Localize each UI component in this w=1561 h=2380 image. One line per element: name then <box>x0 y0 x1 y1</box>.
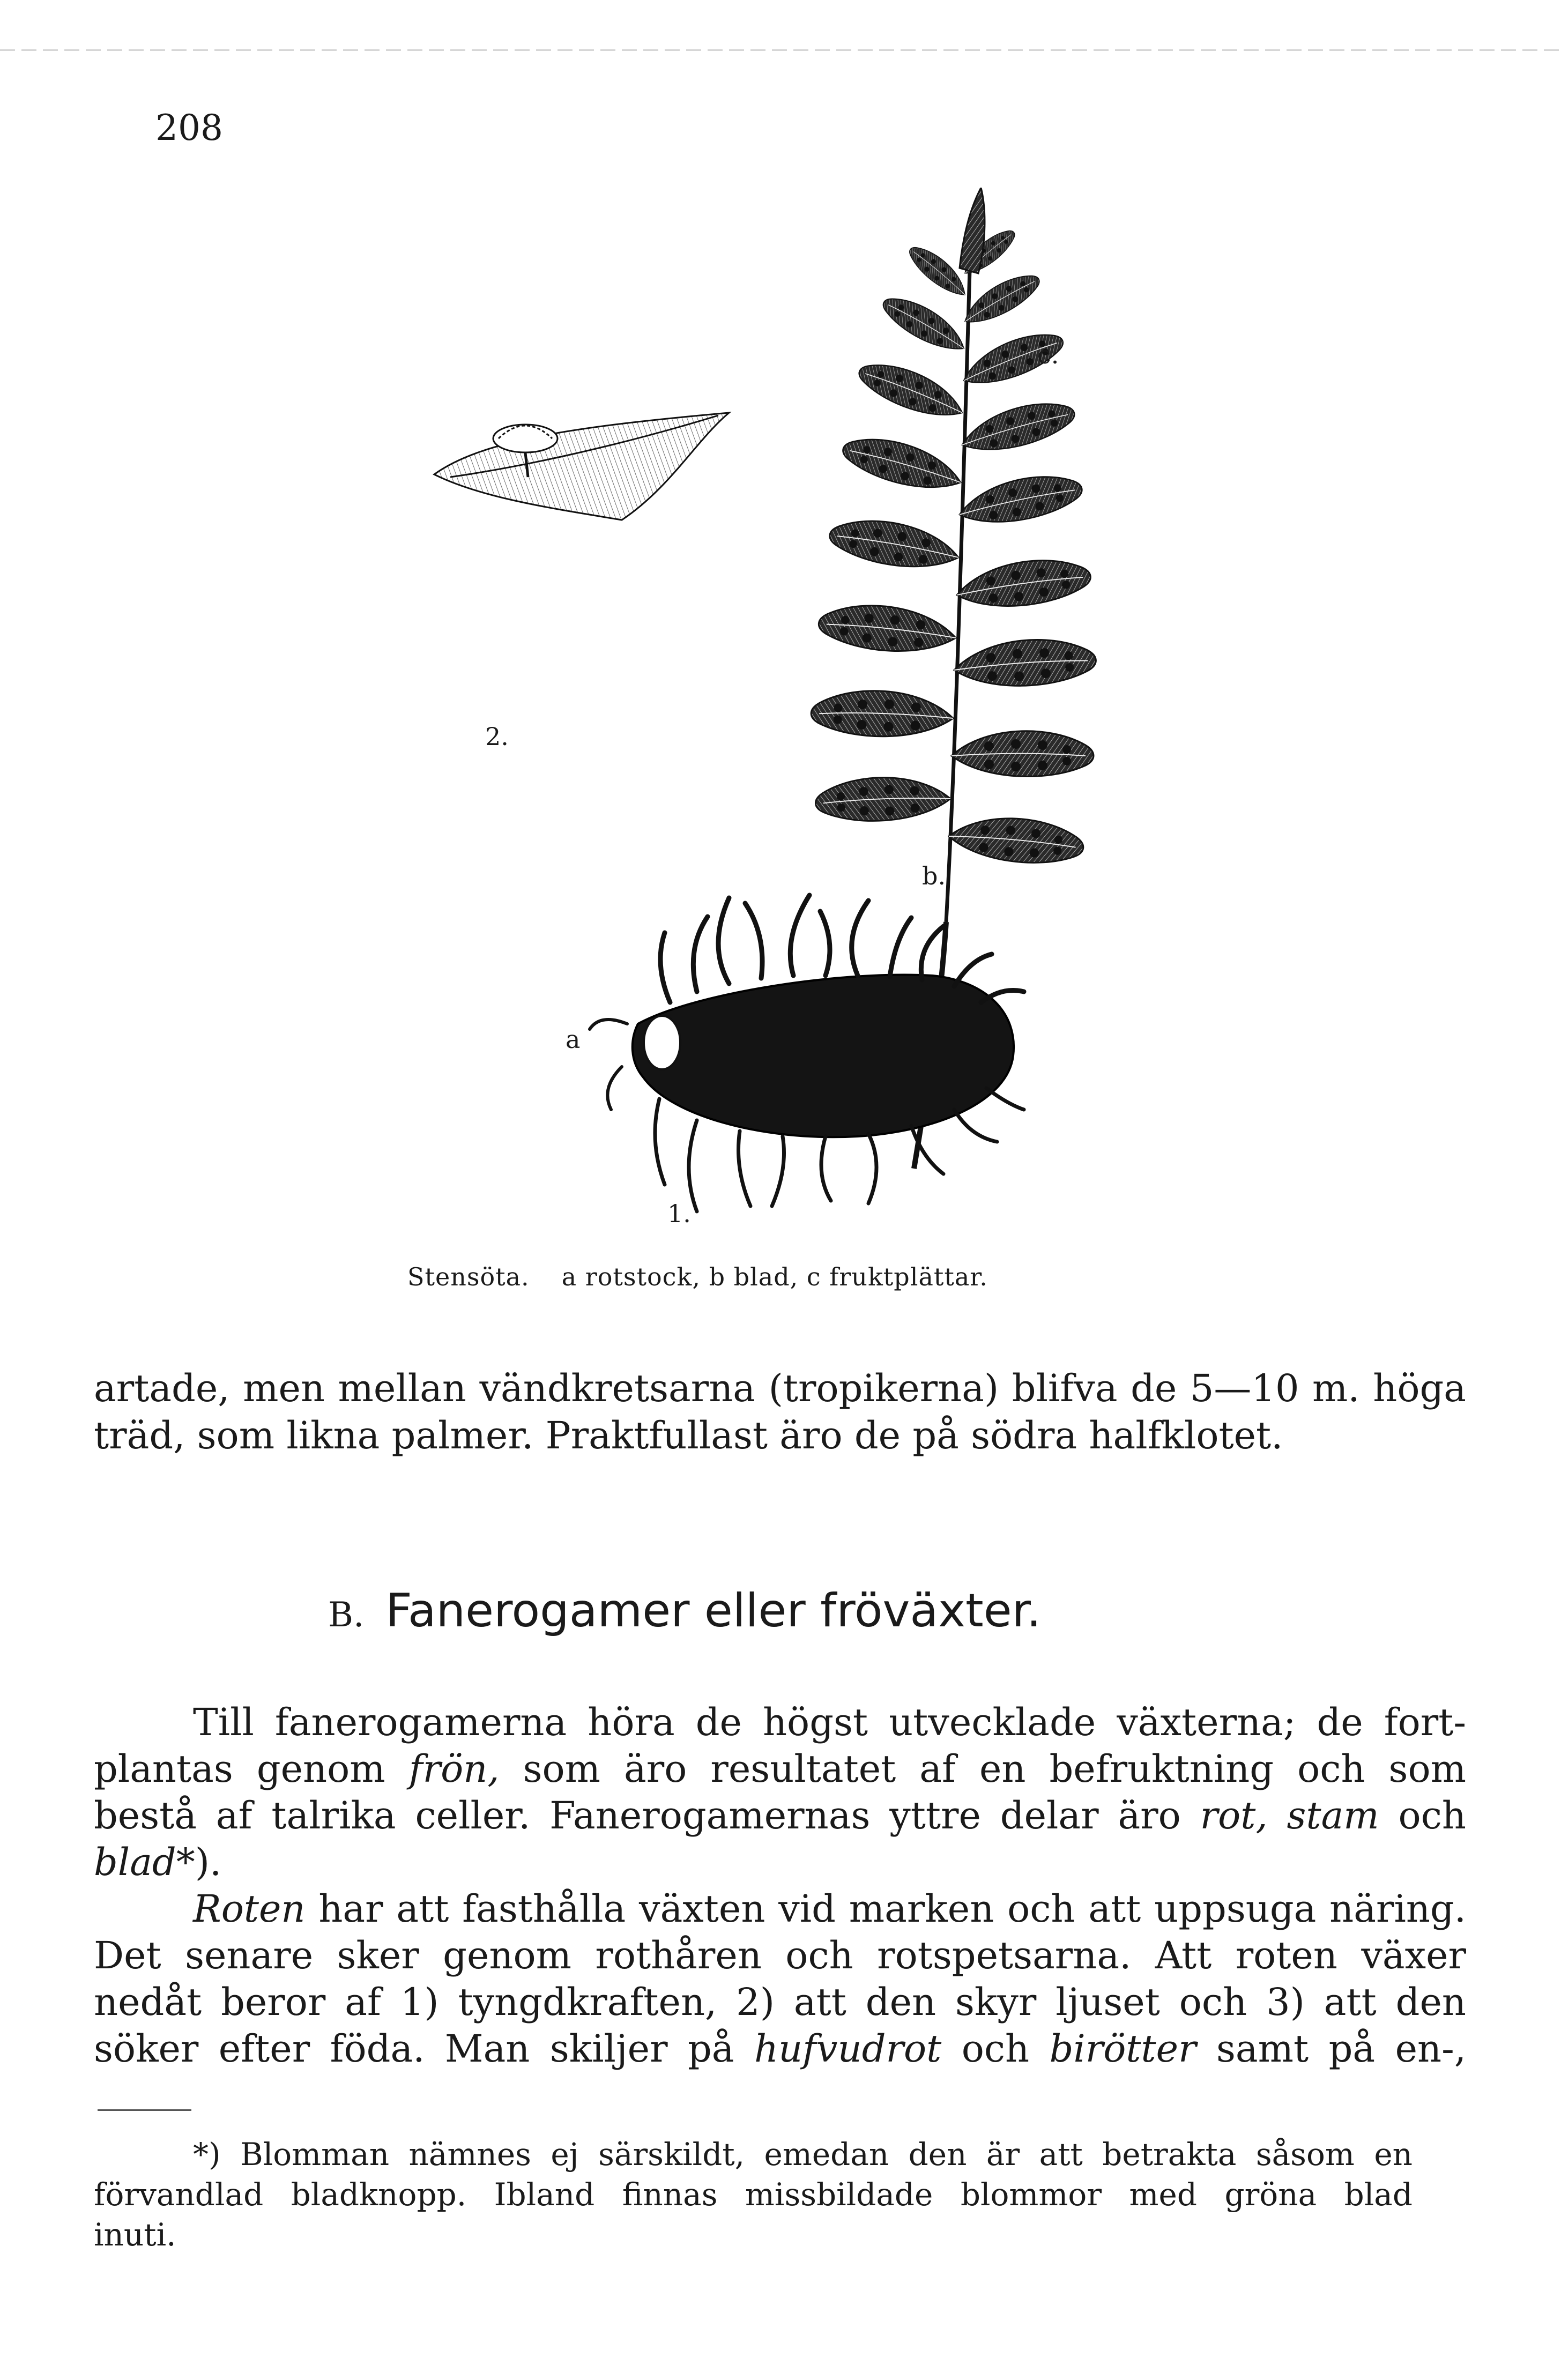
label-b: b. <box>922 861 946 890</box>
rhizome-with-roots <box>590 895 1024 1211</box>
footnote-rule <box>98 2109 191 2111</box>
section-heading <box>328 1584 1041 1638</box>
footnote-line: *) Blomman nämnes ej särskildt, emedan den är att betrakta såsom en <box>193 2136 1413 2173</box>
text-line: blad*). <box>94 1840 222 1884</box>
label-fig1: 1. <box>667 1199 691 1228</box>
italic-term: stam <box>1287 1794 1379 1838</box>
italic-term: rot, <box>1200 1794 1268 1838</box>
text-line: plantas genom frön, som äro resultatet af en befruktning och som <box>94 1747 1466 1791</box>
section-letter: B. <box>328 1595 365 1635</box>
section-title: Fanerogamer eller fröväxter. <box>385 1584 1042 1638</box>
top-edge-rule <box>0 49 1561 51</box>
text-line: bestå af talrika celler. Fanerogamernas yttre delar äro rot, stam och <box>94 1794 1466 1838</box>
footnote-line: förvandlad bladknopp. Ibland finnas missbildade blommor med gröna blad <box>94 2176 1413 2213</box>
fern-illustration <box>418 188 1142 1238</box>
text-line: söker efter föda. Man skiljer på hufvudrot och birötter samt på en-, <box>94 2027 1466 2071</box>
text-line: Roten har att fasthålla växten vid marken och att uppsuga näring. <box>193 1887 1466 1931</box>
text-line: träd, som likna palmer. Praktfullast äro de på södra halfklotet. <box>94 1414 1283 1457</box>
text-line: nedåt beror af 1) tyngdkraften, 2) att den skyr ljuset och 3) att den <box>94 1980 1466 2024</box>
italic-term: Roten <box>193 1887 306 1931</box>
label-fig2: 2. <box>485 722 509 751</box>
text-line: Till fanerogamerna höra de högst utvecklade växterna; de fort- <box>193 1700 1466 1744</box>
italic-term: frön, <box>408 1747 500 1791</box>
caption-name: Stensöta. <box>407 1262 530 1291</box>
text-line: Det senare sker genom rothåren och rotspetsarna. Att roten växer <box>94 1933 1466 1977</box>
footnote-line: inuti. <box>94 2217 176 2253</box>
text-line: artade, men mellan vändkretsarna (tropikerna) blifva de 5—10 m. höga <box>94 1366 1466 1410</box>
italic-term: birötter <box>1049 2027 1196 2071</box>
caption-parts: a rotstock, b blad, c fruktplättar. <box>561 1262 988 1291</box>
page-number: 208 <box>155 107 223 148</box>
italic-term: hufvudrot <box>754 2027 942 2071</box>
label-a: a <box>566 1025 581 1054</box>
figure-caption <box>407 1262 988 1291</box>
figure-2-sorus-detail <box>434 413 729 520</box>
italic-term: blad <box>94 1840 176 1884</box>
label-c: c. <box>1037 340 1059 369</box>
